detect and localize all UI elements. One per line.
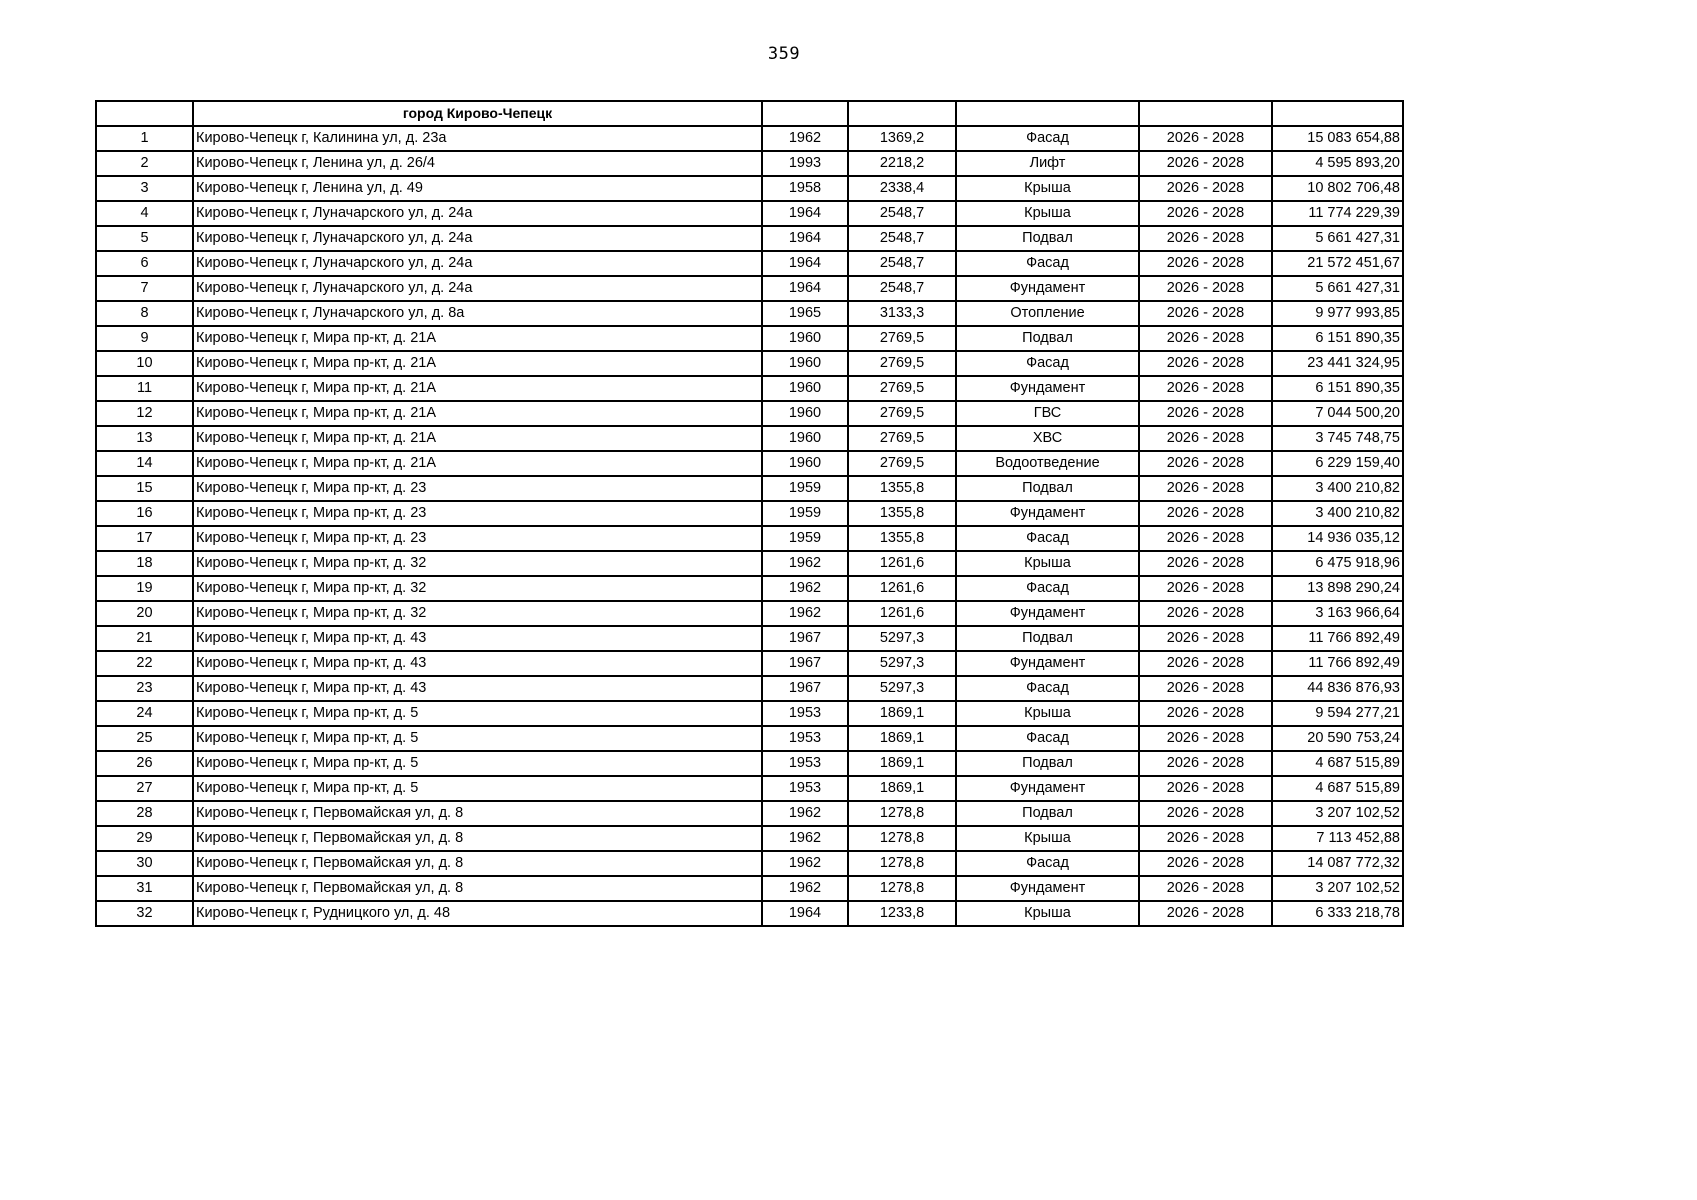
area-cell: 2769,5: [848, 401, 956, 426]
table-row: [96, 401, 1403, 426]
work-type-cell: Фасад: [956, 126, 1139, 151]
period-cell: 2026 - 2028: [1139, 126, 1272, 151]
period-cell: 2026 - 2028: [1139, 776, 1272, 801]
row-number: 25: [96, 726, 193, 751]
cost-cell: 3 207 102,52: [1272, 801, 1403, 826]
period-cell: 2026 - 2028: [1139, 701, 1272, 726]
period-cell: 2026 - 2028: [1139, 401, 1272, 426]
table-row: [96, 201, 1403, 226]
area-cell: 1355,8: [848, 501, 956, 526]
table-row: [96, 601, 1403, 626]
row-number: 4: [96, 201, 193, 226]
cost-cell: 3 745 748,75: [1272, 426, 1403, 451]
row-number: 24: [96, 701, 193, 726]
period-cell: 2026 - 2028: [1139, 451, 1272, 476]
table-row: [96, 876, 1403, 901]
table-row: [96, 351, 1403, 376]
work-type-cell: Подвал: [956, 326, 1139, 351]
cost-cell: 11 766 892,49: [1272, 626, 1403, 651]
row-number: 21: [96, 626, 193, 651]
table-row: [96, 651, 1403, 676]
area-cell: 1369,2: [848, 126, 956, 151]
area-cell: 5297,3: [848, 676, 956, 701]
area-cell: 2769,5: [848, 326, 956, 351]
table-row: [96, 151, 1403, 176]
table-row: [96, 451, 1403, 476]
table-row: [96, 726, 1403, 751]
cost-cell: 4 687 515,89: [1272, 776, 1403, 801]
work-type-cell: Подвал: [956, 226, 1139, 251]
row-number: 9: [96, 326, 193, 351]
cost-cell: 10 802 706,48: [1272, 176, 1403, 201]
area-cell: 1869,1: [848, 701, 956, 726]
year-cell: 1959: [762, 526, 848, 551]
address-cell: Кирово-Чепецк г, Мира пр-кт, д. 32: [193, 601, 762, 626]
address-cell: Кирово-Чепецк г, Луначарского ул, д. 24а: [193, 251, 762, 276]
row-number: 13: [96, 426, 193, 451]
address-cell: Кирово-Чепецк г, Мира пр-кт, д. 21А: [193, 326, 762, 351]
area-cell: 1869,1: [848, 776, 956, 801]
row-number: 8: [96, 301, 193, 326]
cost-cell: 6 229 159,40: [1272, 451, 1403, 476]
year-cell: 1960: [762, 351, 848, 376]
area-cell: 1233,8: [848, 901, 956, 926]
period-cell: 2026 - 2028: [1139, 326, 1272, 351]
period-cell: 2026 - 2028: [1139, 301, 1272, 326]
address-cell: Кирово-Чепецк г, Первомайская ул, д. 8: [193, 826, 762, 851]
work-type-cell: Водоотведение: [956, 451, 1139, 476]
period-cell: 2026 - 2028: [1139, 876, 1272, 901]
section-title: город Кирово-Чепецк: [193, 101, 762, 126]
cost-cell: 7 113 452,88: [1272, 826, 1403, 851]
address-cell: Кирово-Чепецк г, Луначарского ул, д. 24а: [193, 226, 762, 251]
period-cell: 2026 - 2028: [1139, 726, 1272, 751]
row-number: 11: [96, 376, 193, 401]
period-cell: 2026 - 2028: [1139, 251, 1272, 276]
cost-cell: 6 475 918,96: [1272, 551, 1403, 576]
table-row: [96, 676, 1403, 701]
cost-cell: 9 594 277,21: [1272, 701, 1403, 726]
period-cell: 2026 - 2028: [1139, 651, 1272, 676]
year-cell: 1959: [762, 501, 848, 526]
period-cell: 2026 - 2028: [1139, 901, 1272, 926]
work-type-cell: Фундамент: [956, 601, 1139, 626]
cost-cell: 13 898 290,24: [1272, 576, 1403, 601]
table-row: [96, 851, 1403, 876]
period-cell: 2026 - 2028: [1139, 426, 1272, 451]
area-cell: 1261,6: [848, 576, 956, 601]
year-cell: 1967: [762, 626, 848, 651]
work-type-cell: Фундамент: [956, 876, 1139, 901]
year-cell: 1960: [762, 376, 848, 401]
row-number: 26: [96, 751, 193, 776]
address-cell: Кирово-Чепецк г, Мира пр-кт, д. 32: [193, 551, 762, 576]
row-number: 18: [96, 551, 193, 576]
year-cell: 1953: [762, 751, 848, 776]
year-cell: 1964: [762, 901, 848, 926]
row-number: 14: [96, 451, 193, 476]
address-cell: Кирово-Чепецк г, Мира пр-кт, д. 21А: [193, 401, 762, 426]
cost-cell: 4 595 893,20: [1272, 151, 1403, 176]
table-row: [96, 376, 1403, 401]
table-row: [96, 526, 1403, 551]
table-row: [96, 776, 1403, 801]
table-row: [96, 551, 1403, 576]
period-cell: 2026 - 2028: [1139, 851, 1272, 876]
cost-cell: 23 441 324,95: [1272, 351, 1403, 376]
work-type-cell: ГВС: [956, 401, 1139, 426]
table-body: [96, 101, 1403, 926]
work-type-cell: Крыша: [956, 201, 1139, 226]
work-type-cell: Фасад: [956, 676, 1139, 701]
cost-cell: 7 044 500,20: [1272, 401, 1403, 426]
work-type-cell: Крыша: [956, 176, 1139, 201]
area-cell: 1355,8: [848, 476, 956, 501]
area-cell: 1278,8: [848, 851, 956, 876]
year-cell: 1964: [762, 251, 848, 276]
period-cell: 2026 - 2028: [1139, 501, 1272, 526]
address-cell: Кирово-Чепецк г, Луначарского ул, д. 24а: [193, 201, 762, 226]
cost-cell: 15 083 654,88: [1272, 126, 1403, 151]
row-number: 5: [96, 226, 193, 251]
year-cell: 1964: [762, 276, 848, 301]
work-type-cell: Фундамент: [956, 776, 1139, 801]
period-cell: 2026 - 2028: [1139, 551, 1272, 576]
year-cell: 1960: [762, 451, 848, 476]
work-type-cell: Фасад: [956, 526, 1139, 551]
year-cell: 1960: [762, 326, 848, 351]
row-number: 23: [96, 676, 193, 701]
work-type-cell: Фасад: [956, 851, 1139, 876]
address-cell: Кирово-Чепецк г, Мира пр-кт, д. 32: [193, 576, 762, 601]
section-work-cell: [956, 101, 1139, 126]
cost-cell: 44 836 876,93: [1272, 676, 1403, 701]
table-row: [96, 576, 1403, 601]
address-cell: Кирово-Чепецк г, Калинина ул, д. 23а: [193, 126, 762, 151]
period-cell: 2026 - 2028: [1139, 151, 1272, 176]
cost-cell: 3 400 210,82: [1272, 476, 1403, 501]
year-cell: 1965: [762, 301, 848, 326]
table-row: [96, 751, 1403, 776]
cost-cell: 11 766 892,49: [1272, 651, 1403, 676]
address-cell: Кирово-Чепецк г, Мира пр-кт, д. 21А: [193, 426, 762, 451]
row-number: 7: [96, 276, 193, 301]
year-cell: 1962: [762, 601, 848, 626]
area-cell: 2769,5: [848, 426, 956, 451]
year-cell: 1959: [762, 476, 848, 501]
period-cell: 2026 - 2028: [1139, 526, 1272, 551]
area-cell: 1869,1: [848, 726, 956, 751]
work-type-cell: Лифт: [956, 151, 1139, 176]
table-row: [96, 476, 1403, 501]
table-row: [96, 301, 1403, 326]
year-cell: 1962: [762, 876, 848, 901]
row-number: 29: [96, 826, 193, 851]
address-cell: Кирово-Чепецк г, Первомайская ул, д. 8: [193, 801, 762, 826]
cost-cell: 3 163 966,64: [1272, 601, 1403, 626]
area-cell: 2218,2: [848, 151, 956, 176]
cost-cell: 6 151 890,35: [1272, 326, 1403, 351]
area-cell: 3133,3: [848, 301, 956, 326]
period-cell: 2026 - 2028: [1139, 226, 1272, 251]
period-cell: 2026 - 2028: [1139, 376, 1272, 401]
row-number: 30: [96, 851, 193, 876]
cost-cell: 14 087 772,32: [1272, 851, 1403, 876]
year-cell: 1958: [762, 176, 848, 201]
address-cell: Кирово-Чепецк г, Мира пр-кт, д. 43: [193, 626, 762, 651]
area-cell: 2548,7: [848, 251, 956, 276]
year-cell: 1964: [762, 201, 848, 226]
work-type-cell: Подвал: [956, 751, 1139, 776]
address-cell: Кирово-Чепецк г, Рудницкого ул, д. 48: [193, 901, 762, 926]
year-cell: 1993: [762, 151, 848, 176]
repair-program-table: [95, 100, 1404, 927]
year-cell: 1960: [762, 401, 848, 426]
period-cell: 2026 - 2028: [1139, 751, 1272, 776]
period-cell: 2026 - 2028: [1139, 676, 1272, 701]
cost-cell: 3 207 102,52: [1272, 876, 1403, 901]
address-cell: Кирово-Чепецк г, Мира пр-кт, д. 5: [193, 751, 762, 776]
cost-cell: 6 151 890,35: [1272, 376, 1403, 401]
year-cell: 1953: [762, 776, 848, 801]
address-cell: Кирово-Чепецк г, Мира пр-кт, д. 23: [193, 476, 762, 501]
area-cell: 1278,8: [848, 826, 956, 851]
period-cell: 2026 - 2028: [1139, 826, 1272, 851]
address-cell: Кирово-Чепецк г, Мира пр-кт, д. 21А: [193, 351, 762, 376]
address-cell: Кирово-Чепецк г, Ленина ул, д. 49: [193, 176, 762, 201]
row-number: 22: [96, 651, 193, 676]
table-row: [96, 126, 1403, 151]
address-cell: Кирово-Чепецк г, Мира пр-кт, д. 21А: [193, 376, 762, 401]
period-cell: 2026 - 2028: [1139, 601, 1272, 626]
table-row: [96, 826, 1403, 851]
period-cell: 2026 - 2028: [1139, 476, 1272, 501]
work-type-cell: Фундамент: [956, 376, 1139, 401]
period-cell: 2026 - 2028: [1139, 801, 1272, 826]
area-cell: 2769,5: [848, 376, 956, 401]
cost-cell: 11 774 229,39: [1272, 201, 1403, 226]
section-header-row: [96, 101, 1403, 126]
cost-cell: 6 333 218,78: [1272, 901, 1403, 926]
work-type-cell: Крыша: [956, 901, 1139, 926]
section-cost-cell: [1272, 101, 1403, 126]
row-number: 27: [96, 776, 193, 801]
table-row: [96, 326, 1403, 351]
row-number: 15: [96, 476, 193, 501]
area-cell: 5297,3: [848, 626, 956, 651]
row-number: 1: [96, 126, 193, 151]
period-cell: 2026 - 2028: [1139, 201, 1272, 226]
row-number: 6: [96, 251, 193, 276]
table-row: [96, 801, 1403, 826]
section-period-cell: [1139, 101, 1272, 126]
area-cell: 1278,8: [848, 876, 956, 901]
year-cell: 1962: [762, 826, 848, 851]
row-number: 12: [96, 401, 193, 426]
year-cell: 1953: [762, 701, 848, 726]
cost-cell: 20 590 753,24: [1272, 726, 1403, 751]
cost-cell: 14 936 035,12: [1272, 526, 1403, 551]
row-number: 10: [96, 351, 193, 376]
work-type-cell: Фасад: [956, 251, 1139, 276]
work-type-cell: Подвал: [956, 626, 1139, 651]
year-cell: 1953: [762, 726, 848, 751]
work-type-cell: Подвал: [956, 476, 1139, 501]
cost-cell: 21 572 451,67: [1272, 251, 1403, 276]
work-type-cell: Крыша: [956, 826, 1139, 851]
table-row: [96, 626, 1403, 651]
address-cell: Кирово-Чепецк г, Мира пр-кт, д. 23: [193, 526, 762, 551]
area-cell: 2548,7: [848, 276, 956, 301]
row-number: 2: [96, 151, 193, 176]
work-type-cell: Фасад: [956, 726, 1139, 751]
cost-cell: 9 977 993,85: [1272, 301, 1403, 326]
year-cell: 1964: [762, 226, 848, 251]
year-cell: 1962: [762, 576, 848, 601]
address-cell: Кирово-Чепецк г, Мира пр-кт, д. 5: [193, 726, 762, 751]
work-type-cell: Отопление: [956, 301, 1139, 326]
section-year-cell: [762, 101, 848, 126]
area-cell: 5297,3: [848, 651, 956, 676]
address-cell: Кирово-Чепецк г, Луначарского ул, д. 8а: [193, 301, 762, 326]
year-cell: 1967: [762, 651, 848, 676]
cost-cell: 5 661 427,31: [1272, 226, 1403, 251]
year-cell: 1962: [762, 801, 848, 826]
section-num-cell: [96, 101, 193, 126]
area-cell: 1261,6: [848, 601, 956, 626]
period-cell: 2026 - 2028: [1139, 576, 1272, 601]
area-cell: 2769,5: [848, 351, 956, 376]
row-number: 19: [96, 576, 193, 601]
table-row: [96, 226, 1403, 251]
year-cell: 1962: [762, 851, 848, 876]
row-number: 32: [96, 901, 193, 926]
address-cell: Кирово-Чепецк г, Мира пр-кт, д. 43: [193, 651, 762, 676]
period-cell: 2026 - 2028: [1139, 176, 1272, 201]
work-type-cell: Фасад: [956, 576, 1139, 601]
work-type-cell: Фасад: [956, 351, 1139, 376]
row-number: 16: [96, 501, 193, 526]
period-cell: 2026 - 2028: [1139, 626, 1272, 651]
address-cell: Кирово-Чепецк г, Мира пр-кт, д. 21А: [193, 451, 762, 476]
work-type-cell: Крыша: [956, 551, 1139, 576]
address-cell: Кирово-Чепецк г, Мира пр-кт, д. 23: [193, 501, 762, 526]
address-cell: Кирово-Чепецк г, Мира пр-кт, д. 43: [193, 676, 762, 701]
table-row: [96, 276, 1403, 301]
address-cell: Кирово-Чепецк г, Мира пр-кт, д. 5: [193, 701, 762, 726]
row-number: 3: [96, 176, 193, 201]
table-row: [96, 701, 1403, 726]
work-type-cell: Подвал: [956, 801, 1139, 826]
area-cell: 2769,5: [848, 451, 956, 476]
work-type-cell: Фундамент: [956, 501, 1139, 526]
area-cell: 2548,7: [848, 226, 956, 251]
address-cell: Кирово-Чепецк г, Ленина ул, д. 26/4: [193, 151, 762, 176]
year-cell: 1960: [762, 426, 848, 451]
area-cell: 2548,7: [848, 201, 956, 226]
page-number: 359: [767, 44, 801, 64]
area-cell: 1869,1: [848, 751, 956, 776]
row-number: 31: [96, 876, 193, 901]
table-row: [96, 426, 1403, 451]
cost-cell: 5 661 427,31: [1272, 276, 1403, 301]
table-row: [96, 176, 1403, 201]
area-cell: 1355,8: [848, 526, 956, 551]
area-cell: 1261,6: [848, 551, 956, 576]
address-cell: Кирово-Чепецк г, Первомайская ул, д. 8: [193, 876, 762, 901]
work-type-cell: Фундамент: [956, 276, 1139, 301]
year-cell: 1967: [762, 676, 848, 701]
area-cell: 1278,8: [848, 801, 956, 826]
address-cell: Кирово-Чепецк г, Мира пр-кт, д. 5: [193, 776, 762, 801]
section-area-cell: [848, 101, 956, 126]
row-number: 20: [96, 601, 193, 626]
work-type-cell: Крыша: [956, 701, 1139, 726]
period-cell: 2026 - 2028: [1139, 351, 1272, 376]
area-cell: 2338,4: [848, 176, 956, 201]
year-cell: 1962: [762, 551, 848, 576]
period-cell: 2026 - 2028: [1139, 276, 1272, 301]
address-cell: Кирово-Чепецк г, Луначарского ул, д. 24а: [193, 276, 762, 301]
work-type-cell: ХВС: [956, 426, 1139, 451]
row-number: 17: [96, 526, 193, 551]
address-cell: Кирово-Чепецк г, Первомайская ул, д. 8: [193, 851, 762, 876]
work-type-cell: Фундамент: [956, 651, 1139, 676]
year-cell: 1962: [762, 126, 848, 151]
table-row: [96, 501, 1403, 526]
table-row: [96, 901, 1403, 926]
cost-cell: 4 687 515,89: [1272, 751, 1403, 776]
row-number: 28: [96, 801, 193, 826]
cost-cell: 3 400 210,82: [1272, 501, 1403, 526]
table-row: [96, 251, 1403, 276]
